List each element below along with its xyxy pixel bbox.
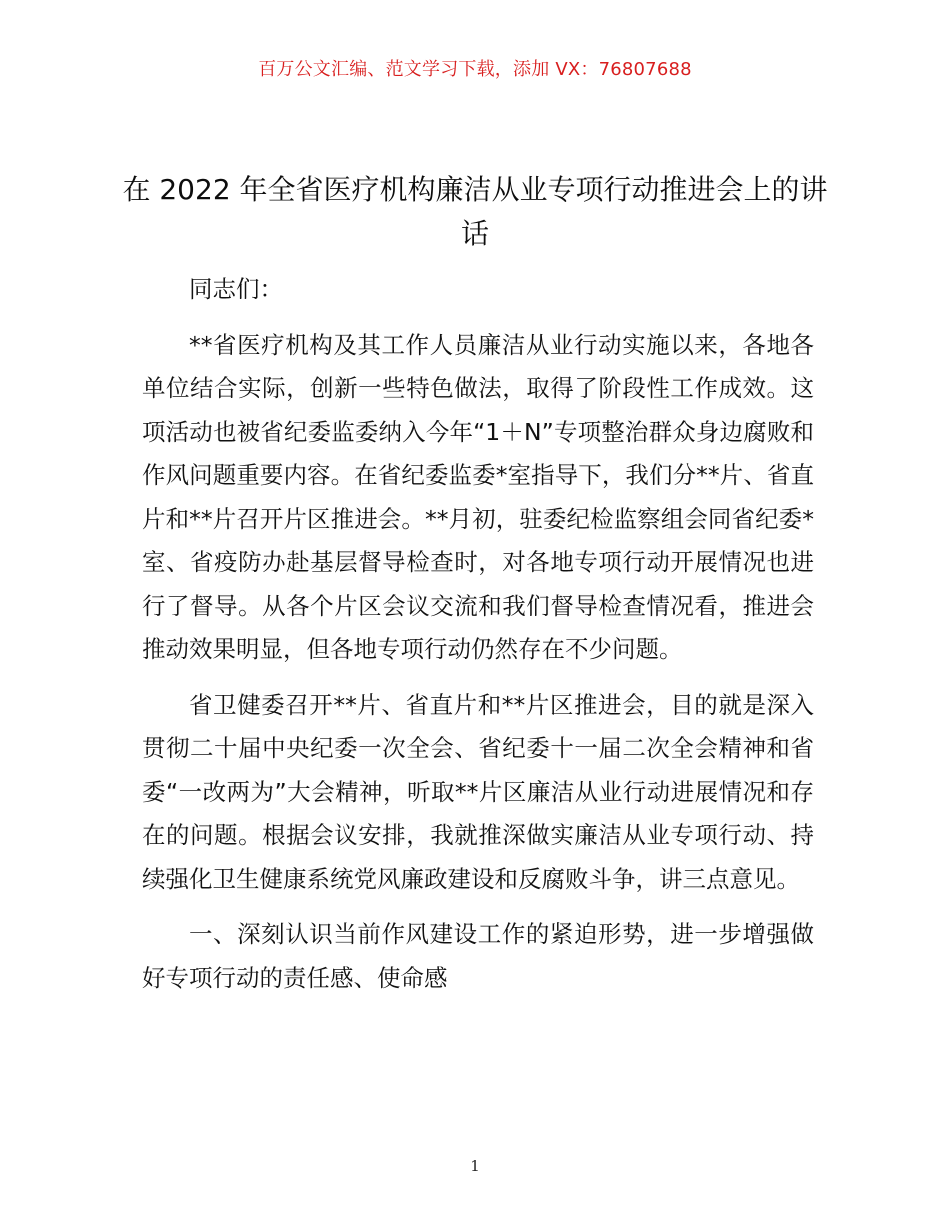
header-banner: 百万公文汇编、范文学习下载，添加 VX：76807688 [258, 59, 692, 80]
paragraph-purpose: 省卫健委召开**片、省直片和**片区推进会，目的就是深入贯彻二十届中央纪委一次全会、省纪委十一届二次全会精神和省委“一改两为”大会精神，听取**片区廉洁从业行动进展情况和存在的问题。根据会议安排，我就推深做实廉洁从业专项行动、持续强化卫生健康系统党风廉政建设和反腐败斗争，讲三点意见。 [142, 690, 814, 893]
page-number: 1 [470, 1157, 480, 1175]
paragraph-intro: **省医疗机构及其工作人员廉洁从业行动实施以来，各地各单位结合实际，创新一些特色做法，取得了阶段性工作成效。这项活动也被省纪委监委纳入今年“1＋N”专项整治群众身边腐败和作风问题重要内容。在省纪委监委*室指导下，我们分**片、省直片和**片召开片区推进会。**月初，驻委纪检监察组会同省纪委*室、省疫防办赴基层督导检查时，对各地专项行动开展情况也进行了督导。从各个片区会议交流和我们督导检查情况看，推进会推动效果明显，但各地专项行动仍然存在不少问题。 [142, 330, 814, 663]
salutation: 同志们： [189, 275, 283, 303]
document-title: 在 2022 年全省医疗机构廉洁从业专项行动推进会上的讲话 [122, 173, 828, 250]
section-heading-1: 一、深刻认识当前作风建设工作的紧迫形势，进一步增强做好专项行动的责任感、使命感 [142, 920, 814, 992]
document-body [142, 268, 814, 1000]
